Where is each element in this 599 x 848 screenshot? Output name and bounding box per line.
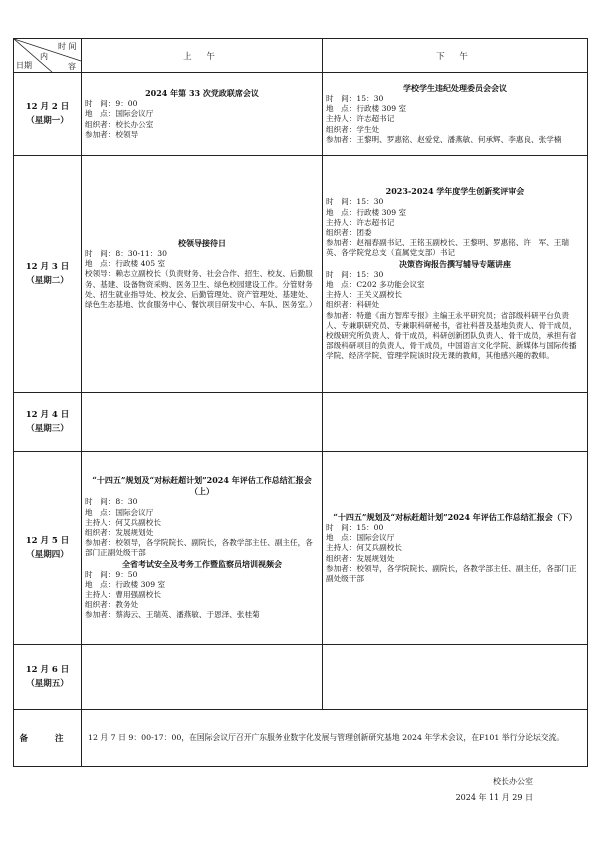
event-detail-line: 地 点：国际会议厅 — [85, 109, 154, 119]
event-detail-line: 校领导：赖志立副校长（负责财务、社会合作、招生、校友、后勤服务、基建、设备物资采购、医务卫生、绿色校园建设工作。分管财务处、招生就业指导处、校友会、后勤管理处、资产管理处、基建处、绿色生态基地、饮食服务中心、餐饮项目研发中心、车队、医务室。） — [85, 269, 317, 309]
corner-rong-label: 容 — [68, 62, 76, 71]
afternoon-cell — [323, 452, 588, 645]
day-weekday: （星期五） — [26, 679, 69, 689]
event-detail-line: 参加者：赵福春副书记、王铭玉副校长、王黎明、罗惠铭、许 军、王瑞英、各学院党总支（直属党支部）书记 — [326, 238, 569, 258]
corner-cell — [14, 39, 82, 73]
event-detail-line: 组织者：学生处 — [326, 124, 380, 134]
notes-text: 12 月 7 日 9：00-17：00，在国际会议厅召开广东服务业数字化发展与管理创新研究基地 2024 年学术会议，在F101 举行分论坛交流。 — [82, 710, 588, 767]
notes-label: 备 注 — [14, 710, 82, 767]
event-block — [326, 512, 584, 584]
date-cell — [14, 393, 82, 452]
event-detail-line: 组织者：发展规划处 — [85, 527, 154, 537]
event-detail-line: 地 点：行政楼 405 室 — [85, 259, 166, 269]
event-detail-line: 地 点：行政楼 309 室 — [85, 579, 166, 589]
day-weekday: （星期三） — [26, 424, 69, 434]
event-block — [326, 83, 584, 145]
event-title: 决策咨询报告撰写辅导专题讲座 — [399, 258, 511, 269]
event-detail-line: 主持人：许志超书记 — [326, 114, 395, 124]
event-block — [326, 259, 584, 362]
day-row — [14, 452, 588, 645]
date-cell — [14, 156, 82, 393]
afternoon-cell — [323, 393, 588, 452]
morning-cell — [82, 393, 323, 452]
day-weekday: （星期四） — [26, 550, 69, 560]
day-row — [14, 156, 588, 393]
event-detail-line: 时 间：15：00 — [326, 522, 384, 532]
event-detail-line: 地 点：行政楼 309 室 — [326, 207, 407, 217]
schedule-table — [13, 38, 588, 767]
event-title: 校领导接待日 — [178, 237, 226, 248]
event-block — [85, 559, 319, 621]
event-block — [85, 475, 319, 558]
issue-date: 2024 年 11 月 29 日 — [455, 793, 533, 802]
corner-content-label: 内 — [40, 52, 48, 61]
event-title: 全省考试安全及考务工作暨监察员培训视频会 — [122, 558, 282, 569]
corner-time-label: 时 间 — [58, 42, 77, 51]
event-title: 学校学生违纪处理委员会会议 — [403, 82, 507, 93]
event-title: 2024 年第 33 次党政联席会议 — [145, 88, 259, 99]
day-date: 12 月 4 日 — [25, 410, 70, 420]
day-weekday: （星期二） — [26, 276, 69, 286]
event-block — [85, 238, 319, 310]
event-detail-line: 时 间：9：00 — [85, 99, 138, 109]
header-row — [14, 39, 588, 73]
afternoon-cell — [323, 156, 588, 393]
event-detail-line: 时 间：15：30 — [326, 269, 384, 279]
day-date: 12 月 5 日 — [25, 536, 70, 546]
afternoon-cell — [323, 645, 588, 710]
afternoon-cell — [323, 73, 588, 156]
event-detail-line: 主持人：王关义副校长 — [326, 290, 402, 300]
event-title: “十四五”规划及“对标赶超计划”2024 年评估工作总结汇报会（下） — [333, 511, 577, 522]
day-row — [14, 393, 588, 452]
date-cell — [14, 73, 82, 156]
event-detail-line: 地 点：行政楼 309 室 — [326, 104, 407, 114]
event-title: 2023-2024 学年度学生创新奖评审会 — [385, 186, 525, 197]
event-detail-line: 参加者：王黎明、罗惠铭、赵爱党、潘燕敏、何承辉、李惠良、张学楠 — [326, 134, 562, 144]
event-detail-line: 组织者：团委 — [326, 228, 372, 238]
day-date: 12 月 3 日 — [25, 262, 70, 272]
event-detail-line: 时 间：15：30 — [326, 93, 384, 103]
event-block — [326, 186, 584, 258]
date-cell — [14, 452, 82, 645]
day-row — [14, 73, 588, 156]
event-detail-line: 地 点：国际会议厅 — [326, 533, 395, 543]
morning-header: 上 午 — [82, 39, 323, 73]
event-title: “十四五”规划及“对标赶超计划”2024 年评估工作总结汇报会（上） — [92, 475, 312, 497]
event-detail-line: 参加者：校领导，各学院院长、副院长，各教学部主任、副主任，各部门正副处级干部 — [85, 538, 313, 558]
event-detail-line: 地 点：C202 多功能会议室 — [326, 279, 425, 289]
event-detail-line: 主持人：许志超书记 — [326, 217, 395, 227]
morning-cell — [82, 645, 323, 710]
day-date: 12 月 2 日 — [25, 102, 70, 112]
notes-row — [14, 710, 588, 767]
morning-cell — [82, 452, 323, 645]
morning-cell — [82, 73, 323, 156]
afternoon-header: 下 午 — [323, 39, 588, 73]
event-detail-line: 组织者：发展规划处 — [326, 553, 395, 563]
event-detail-line: 时 间：8：30-11：30 — [85, 248, 167, 258]
corner-date-label: 日期 — [16, 61, 32, 70]
event-detail-line: 时 间：15：30 — [326, 197, 384, 207]
morning-cell — [82, 156, 323, 393]
day-date: 12 月 6 日 — [25, 665, 70, 675]
event-detail-line: 时 间：8：30 — [85, 497, 138, 507]
event-detail-line: 组织者：科研处 — [326, 300, 380, 310]
event-detail-line: 时 间：9：50 — [85, 569, 138, 579]
office-signature: 校长办公室 — [493, 777, 533, 786]
event-detail-line: 地 点：国际会议厅 — [85, 507, 154, 517]
event-detail-line: 参加者：特邀《南方智库专报》主编王永平研究员；省部级科研平台负责人、专兼职研究员、专兼职科研秘书，省社科普及基地负责人、骨干成员，校级研究所负责人、骨干成员，科研创新团队负责人、骨干成员，承担有省部级科研项目的负责人、骨干成员，中国语言文化学院、新媒体与国际传播学院、经济学院、管理学院该时段无课的教师，其他感兴趣的教师。 — [326, 310, 577, 361]
event-detail-line: 主持人：何艾兵副校长 — [326, 543, 402, 553]
event-detail-line: 组织者：教务处 — [85, 600, 139, 610]
event-detail-line: 参加者：蔡海云、王瑞英、潘燕敏、于恩泽、张桂菊 — [85, 610, 260, 620]
event-detail-line: 参加者：校领导，各学院院长、副院长，各教学部主任、副主任，各部门正副处级干部 — [326, 563, 577, 583]
event-block — [85, 88, 319, 140]
day-row — [14, 645, 588, 710]
event-detail-line: 组织者：校长办公室 — [85, 119, 154, 129]
event-detail-line: 主持人：何艾兵副校长 — [85, 517, 161, 527]
day-weekday: （星期一） — [26, 116, 69, 126]
date-cell — [14, 645, 82, 710]
event-detail-line: 主持人：曹用强副校长 — [85, 590, 161, 599]
event-detail-line: 参加者：校领导 — [85, 129, 139, 139]
